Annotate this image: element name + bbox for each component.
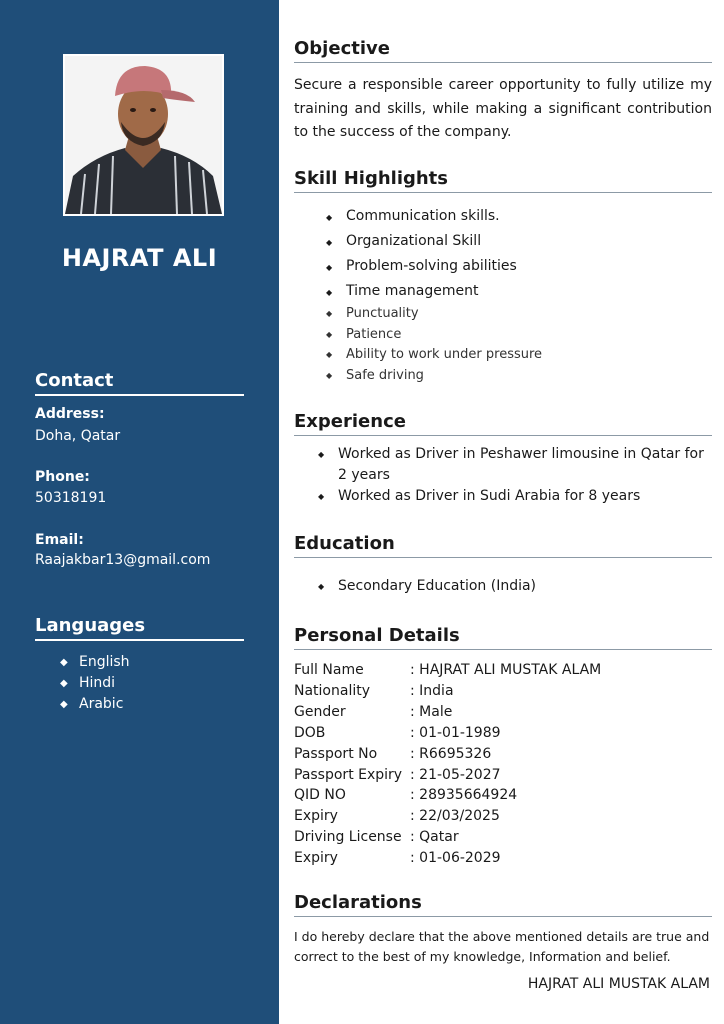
signature-name: HAJRAT ALI MUSTAK ALAM <box>527 976 710 992</box>
language-item: ◆ Hindi <box>60 673 130 694</box>
detail-value: : Male <box>410 703 453 720</box>
education-item: ◆ Secondary Education (India) <box>318 576 536 597</box>
detail-label: Gender <box>294 703 346 720</box>
detail-label: Expiry <box>294 808 338 825</box>
personal-details-table <box>294 660 601 869</box>
education-list <box>318 576 536 597</box>
detail-label: DOB <box>294 724 326 741</box>
language-item: ◆ Arabic <box>60 694 130 715</box>
detail-value: : 22/03/2025 <box>410 808 500 825</box>
detail-row <box>294 681 601 702</box>
detail-row <box>294 806 601 827</box>
skill-item: ◆ Problem-solving abilities <box>326 254 542 279</box>
skill-item: ◆ Organizational Skill <box>326 229 542 254</box>
address-label: Address: <box>35 406 105 422</box>
profile-photo <box>63 54 224 216</box>
skill-item: ◆ Time management <box>326 279 542 304</box>
objective-text: Secure a responsible career opportunity to fully utilize my training and skills, while making a significant contribution to the success of the company. <box>294 77 712 140</box>
skills-list <box>326 204 542 386</box>
detail-label: QID NO <box>294 787 346 804</box>
detail-label: Driving License <box>294 829 402 846</box>
detail-row <box>294 765 601 786</box>
detail-row <box>294 785 601 806</box>
detail-row <box>294 827 601 848</box>
skill-item: ◆ Safe driving <box>326 366 542 387</box>
skill-item: ◆ Patience <box>326 325 542 346</box>
phone-value: 50318191 <box>35 490 107 506</box>
declaration-text: I do hereby declare that the above mentioned details are true and correct to the best of my knowledge, Information and belief. <box>294 929 710 964</box>
detail-value: : India <box>410 682 454 699</box>
detail-label: Expiry <box>294 850 338 867</box>
skill-item: ◆ Ability to work under pressure <box>326 345 542 366</box>
education-heading: Education <box>294 533 712 558</box>
detail-label: Nationality <box>294 682 371 699</box>
experience-item: ◆ Worked as Driver in Peshawer limousine in Qatar for 2 years <box>318 444 712 486</box>
skills-heading: Skill Highlights <box>294 168 712 193</box>
languages-list <box>60 652 130 715</box>
detail-label: Full Name <box>294 662 364 678</box>
detail-value: : 01-01-1989 <box>410 724 501 741</box>
email-label: Email: <box>35 532 84 548</box>
detail-label: Passport No <box>294 745 378 762</box>
detail-value: : 01-06-2029 <box>410 850 501 867</box>
detail-label: Passport Expiry <box>294 766 403 783</box>
experience-item: ◆ Worked as Driver in Sudi Arabia for 8 years <box>318 486 712 507</box>
contact-heading: Contact <box>35 370 244 396</box>
detail-value: : R6695326 <box>410 745 492 762</box>
language-item: ◆ English <box>60 652 130 673</box>
detail-value: : 21-05-2027 <box>410 766 501 783</box>
sidebar <box>0 0 279 1024</box>
detail-row <box>294 744 601 765</box>
email-value: Raajakbar13@gmail.com <box>35 552 211 568</box>
phone-label: Phone: <box>35 469 90 485</box>
declarations-heading: Declarations <box>294 892 712 917</box>
detail-row <box>294 723 601 744</box>
detail-row <box>294 848 601 869</box>
detail-value: : Qatar <box>410 829 459 846</box>
objective-heading: Objective <box>294 38 712 63</box>
detail-value: : HAJRAT ALI MUSTAK ALAM <box>410 662 602 678</box>
experience-list <box>318 444 712 507</box>
detail-row <box>294 660 601 681</box>
skill-item: ◆ Punctuality <box>326 304 542 325</box>
languages-heading: Languages <box>35 615 244 641</box>
profile-photo-illustration <box>65 56 222 214</box>
detail-row <box>294 702 601 723</box>
detail-value: : 28935664924 <box>410 787 518 804</box>
candidate-name: HAJRAT ALI <box>61 244 218 272</box>
address-value: Doha, Qatar <box>35 428 121 444</box>
experience-heading: Experience <box>294 411 712 436</box>
skill-item: ◆ Communication skills. <box>326 204 542 229</box>
personal-details-heading: Personal Details <box>294 625 712 650</box>
